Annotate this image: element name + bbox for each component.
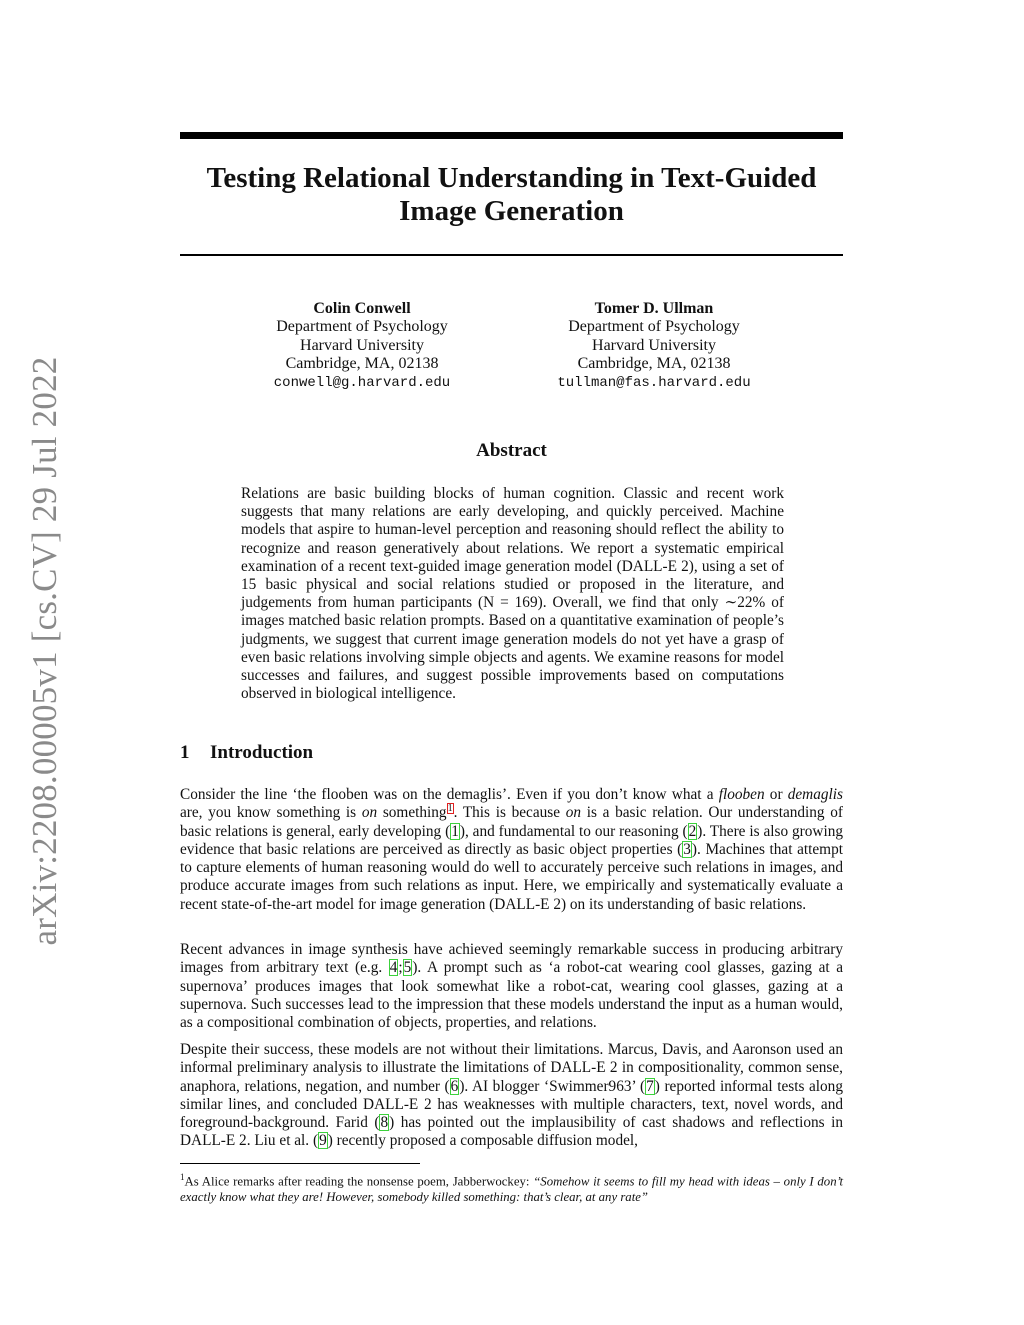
text-run: is a basic relation. Our understanding of basic relations is general, early developing (: [180, 804, 844, 840]
intro-paragraph-3: [180, 1041, 843, 1151]
section-number: 1: [180, 742, 190, 763]
abstract-text: Relations are basic building blocks of human cognition. Classic and recent work suggests that many relations are early developing, and quickly perceived. Machine models that aspire to human-level perception and reasoning should reflect the ability to recognize and reason generatively about relations. We report a systematic empirical examination of a recent text-guided image generation model (DALL-E 2), using a set of 15 basic physical and social relations studied or proposed in the literature, and judgements from human participants (N = 169). Overall, we find that only ∼22% of images matched basic relation prompts. Based on a quantitative examination of people’s judgments, we suggest that current image generation models do not yet have a grasp of even basic relations involving simple objects and agents. We examine reasons for model successes and failures, and suggest possible improvements based on computations observed in biological intelligence.: [241, 485, 784, 703]
citation-link[interactable]: 3: [683, 840, 691, 858]
footnote-text: As Alice remarks after reading the nonsense poem, Jabberwockey:: [184, 1174, 534, 1189]
title-rule-bottom: [180, 254, 843, 256]
paper-title: [180, 162, 843, 228]
emphasis: on: [565, 804, 581, 822]
text-run: Despite their success, these models are not without their limitations. Marcus, Davis, and Aaronson used an informal preliminary analysis to illustrate the limitations of DALL-E 2 in compositionality, common sense, anaphora, relations, negation, and number (: [180, 1041, 843, 1095]
author-department: Department of Psychology: [276, 318, 448, 336]
footnote-rule: [180, 1163, 420, 1164]
intro-paragraph-2: [180, 941, 843, 1032]
abstract-heading: Abstract: [476, 440, 547, 461]
title-line-1: Testing Relational Understanding in Text-Guided: [206, 162, 817, 194]
author-block-1: [232, 300, 492, 392]
text-run: Recent advances in image synthesis have achieved seemingly remarkable success in producing arbitrary images from arbitrary text (e.g.: [180, 941, 843, 977]
author-email[interactable]: tullman@fas.harvard.edu: [557, 374, 751, 391]
section-heading: [180, 742, 313, 764]
citation-link[interactable]: 4: [389, 959, 398, 977]
arxiv-identifier-text: arXiv:2208.00005v1 [cs.CV] 29 Jul 2022: [25, 356, 64, 946]
author-name: Tomer D. Ullman: [594, 300, 714, 317]
intro-paragraph-1: [180, 786, 843, 914]
section-title: Introduction: [210, 742, 314, 763]
text-run: or: [764, 786, 788, 803]
footnote-mark: 1: [180, 1172, 185, 1182]
citation-link[interactable]: 5: [403, 959, 412, 977]
text-run: ;: [398, 959, 403, 977]
author-city: Cambridge, MA, 02138: [285, 355, 439, 373]
text-run: ). There is also growing evidence that basic relations are perceived as directly as basic object properties (: [180, 822, 843, 858]
title-rule-top: [180, 132, 843, 139]
emphasis: flooben: [718, 786, 765, 803]
author-email[interactable]: conwell@g.harvard.edu: [273, 374, 451, 391]
citation-link[interactable]: 7: [646, 1077, 654, 1095]
author-city: Cambridge, MA, 02138: [577, 355, 731, 373]
text-run: ) reported informal tests along similar lines, and concluded DALL-E 2 has weaknesses with multiple characters, text, novel words, and foreground-background. Farid (: [180, 1077, 843, 1132]
text-run: are, you know something is: [180, 804, 362, 822]
author-university: Harvard University: [592, 336, 716, 354]
footnote-quote: “Somehow it seems to fill my head with ideas – only I don’t exactly know what they are! However, somebody killed something: that’s clear, at any rate”: [180, 1174, 843, 1204]
title-line-2: Image Generation: [399, 195, 624, 227]
footnote: [180, 1170, 843, 1205]
text-run: something: [377, 804, 447, 822]
text-run: ). A prompt such as ‘a robot-cat wearing cool glasses, gazing at a supernova’ produces images that look somewhat like a robot-cat, wearing cool glasses, gazing at a supernova. Such successes lead to the impression that these models understand the input as a human would, as a compositional combination of objects, properties, and relations.: [180, 959, 843, 1032]
author-department: Department of Psychology: [568, 318, 740, 336]
emphasis: on: [361, 804, 378, 822]
text-run: . This is because: [453, 804, 566, 822]
citation-link[interactable]: 9: [319, 1132, 327, 1150]
text-run: ) recently proposed a composable diffusion model,: [327, 1132, 638, 1150]
author-name: Colin Conwell: [313, 300, 411, 317]
footnote-ref-link[interactable]: 1: [447, 803, 453, 815]
citation-link[interactable]: 1: [451, 822, 459, 840]
text-run: ), and fundamental to our reasoning (: [459, 822, 688, 840]
author-block-2: [524, 300, 784, 392]
text-run: Consider the line ‘the flooben was on the demaglis’. Even if you don’t know what a: [180, 786, 719, 803]
citation-link[interactable]: 2: [688, 822, 697, 840]
citation-link[interactable]: 8: [380, 1114, 389, 1132]
emphasis: demaglis: [787, 786, 843, 803]
citation-link[interactable]: 6: [450, 1077, 459, 1095]
arxiv-identifier: [16, 356, 74, 946]
author-university: Harvard University: [300, 336, 424, 354]
text-run: ). AI blogger ‘Swimmer963’ (: [459, 1077, 646, 1095]
text-run: ). Machines that attempt to capture elements of human reasoning would do well to accurately perceive such relations in images, and produce accurate images from such relations as input. Here, we empirically and systematically evaluate a recent state-of-the-art model for image generation (DALL-E 2) on its understanding of basic relations.: [180, 840, 843, 913]
text-run: ) has pointed out the implausibility of cast shadows and reflections in DALL-E 2. Liu et al. (: [180, 1114, 843, 1150]
